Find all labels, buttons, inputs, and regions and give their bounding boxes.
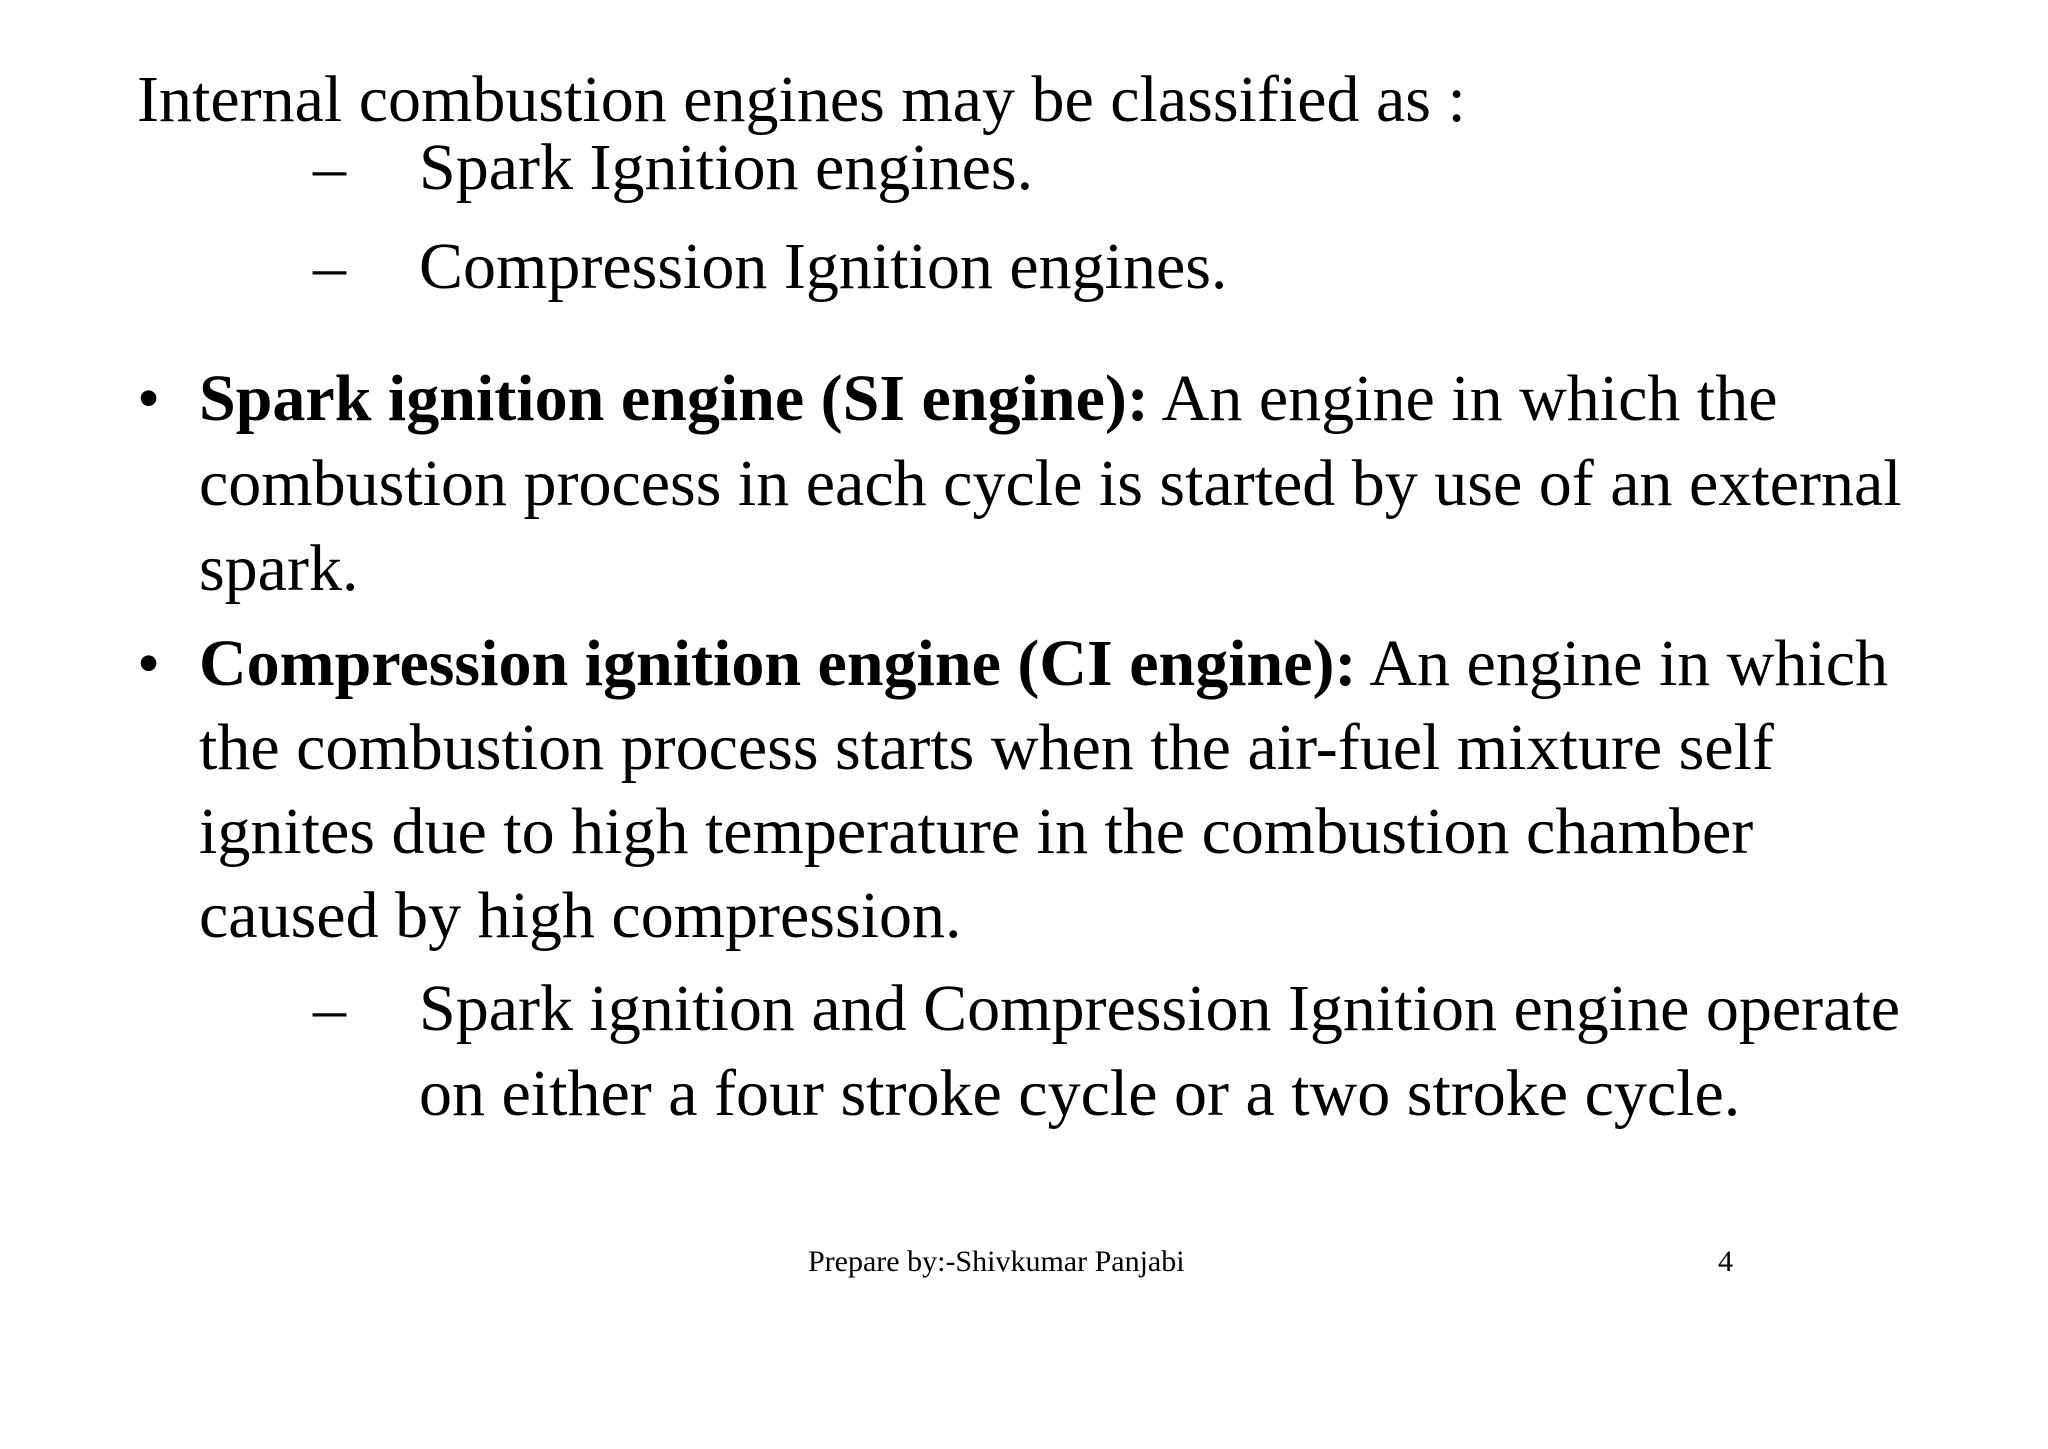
intro-text: Internal combustion engines may be classified as : <box>137 63 1466 136</box>
footer-author: Prepare by:-Shivkumar Panjabi <box>808 1245 1185 1278</box>
page-number: 4 <box>1718 1245 1733 1278</box>
bullet-ci-line-2: the combustion process starts when the air-fuel mixture self <box>199 711 1774 784</box>
bullet-ci-text: An engine in which <box>1356 627 1889 700</box>
dash-marker: – <box>313 972 346 1045</box>
classification-item-si: Spark Ignition engines. <box>419 131 1034 204</box>
bullet-ci-term: Compression ignition engine (CI engine): <box>199 627 1357 700</box>
bullet-ci-line-3: ignites due to high temperature in the combustion chamber <box>199 795 1754 868</box>
classification-item-ci: Compression Ignition engines. <box>419 230 1228 303</box>
dash-marker: – <box>313 131 346 204</box>
bullet-si-line-1 <box>199 357 1778 441</box>
bullet-si-text: An engine in which the <box>1148 362 1778 435</box>
bullet-marker: • <box>137 362 161 435</box>
bullet-si-line-2: combustion process in each cycle is started by use of an external <box>199 447 1902 520</box>
bullet-ci-line-4: caused by high compression. <box>199 879 962 952</box>
bullet-si-line-3: spark. <box>199 532 359 605</box>
bullet-ci-line-1 <box>199 622 1888 706</box>
note-line-1: Spark ignition and Compression Ignition engine operate <box>419 972 1901 1045</box>
bullet-si-term: Spark ignition engine (SI engine): <box>199 362 1149 435</box>
bullet-marker: • <box>137 627 161 700</box>
dash-marker: – <box>313 230 346 303</box>
note-line-2: on either a four stroke cycle or a two stroke cycle. <box>419 1057 1741 1130</box>
